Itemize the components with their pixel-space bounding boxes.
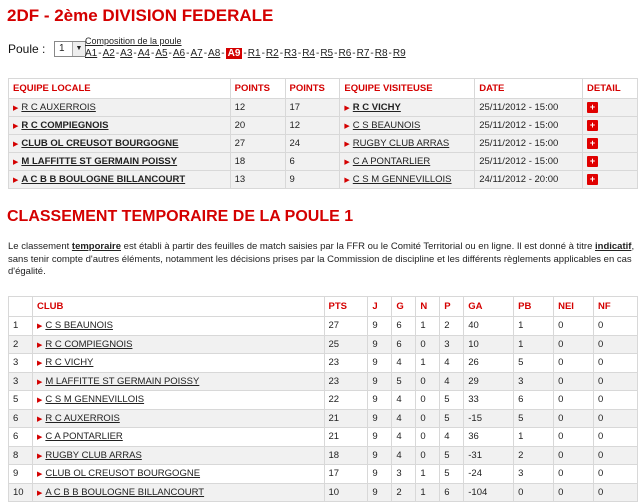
club-link[interactable]: A C B B BOULOGNE BILLANCOURT [45, 486, 205, 498]
cell-n: 0 [416, 446, 440, 465]
link-separator: - [388, 48, 392, 59]
header-pb: PB [514, 297, 554, 317]
cell-nei: 0 [554, 391, 594, 410]
cell-nei: 0 [554, 317, 594, 336]
home-team-link[interactable]: M LAFFITTE ST GERMAIN POISSY [21, 156, 178, 167]
header-ga: GA [464, 297, 514, 317]
away-team-cell [340, 135, 475, 153]
poule-select[interactable] [54, 41, 86, 57]
poule-link-a2[interactable]: A2 [102, 48, 115, 59]
home-points: 13 [230, 171, 285, 189]
standings-row [9, 391, 638, 410]
poule-link-r9[interactable]: R9 [392, 48, 406, 59]
header-home-points: POINTS [230, 79, 285, 99]
arrow-right-icon: ▶ [36, 452, 43, 460]
cell-ga: 33 [464, 391, 514, 410]
cell-p: 5 [440, 409, 464, 428]
header-away-points: POINTS [285, 79, 340, 99]
detail-cell [583, 117, 638, 135]
cell-pts: 27 [324, 317, 368, 336]
away-team-cell [340, 99, 475, 117]
desc-text: Le classement [8, 241, 72, 252]
plus-icon[interactable]: + [587, 138, 598, 149]
cell-pb: 3 [514, 465, 554, 484]
link-separator: - [98, 48, 102, 59]
poule-link-r3[interactable]: R3 [284, 48, 297, 59]
cell-pb: 5 [514, 354, 554, 373]
club-cell [32, 354, 324, 373]
club-link[interactable]: M LAFFITTE ST GERMAIN POISSY [45, 375, 200, 387]
cell-pts: 18 [324, 446, 368, 465]
cell-ga: -31 [464, 446, 514, 465]
header-g: G [392, 297, 416, 317]
poule-link-a6[interactable]: A6 [172, 48, 186, 59]
poule-link-a8[interactable]: A8 [208, 48, 221, 59]
arrow-right-icon: ▶ [344, 123, 350, 130]
cell-j: 9 [368, 465, 392, 484]
home-team-cell [9, 117, 231, 135]
home-points: 12 [230, 99, 285, 117]
header-date: DATE [475, 79, 583, 99]
home-team-cell [9, 99, 231, 117]
away-points: 12 [285, 117, 340, 135]
cell-rank: 3 [9, 372, 33, 391]
chevron-down-icon[interactable]: ▼ [72, 42, 85, 56]
standings-row [9, 483, 638, 502]
poule-link-a7[interactable]: A7 [190, 48, 203, 59]
poule-link-a5[interactable]: A5 [155, 48, 168, 59]
header-club: CLUB [32, 297, 324, 317]
plus-icon[interactable]: + [587, 174, 598, 185]
standings-row [9, 409, 638, 428]
club-cell [32, 391, 324, 410]
cell-nei: 0 [554, 354, 594, 373]
cell-g: 6 [392, 317, 416, 336]
header-n: N [416, 297, 440, 317]
poule-link-r2[interactable]: R2 [265, 48, 279, 59]
detail-cell [583, 135, 638, 153]
standings-row [9, 446, 638, 465]
away-team-link[interactable]: RUGBY CLUB ARRAS [352, 138, 450, 149]
club-cell [32, 428, 324, 447]
arrow-right-icon: ▶ [13, 105, 19, 112]
club-cell [32, 335, 324, 354]
match-row [9, 135, 638, 153]
link-separator: - [115, 48, 120, 59]
cell-pts: 23 [324, 372, 368, 391]
away-team-cell [340, 153, 475, 171]
cell-n: 0 [416, 391, 440, 410]
standings-row [9, 335, 638, 354]
cell-nei: 0 [554, 428, 594, 447]
cell-nei: 0 [554, 465, 594, 484]
poule-link-r5[interactable]: R5 [320, 48, 334, 59]
club-link[interactable]: C S BEAUNOIS [45, 320, 113, 332]
home-team-link[interactable]: R C AUXERROIS [21, 102, 96, 113]
composition-link[interactable]: Composition de la poule [85, 36, 182, 46]
link-separator: - [150, 48, 155, 59]
home-points: 27 [230, 135, 285, 153]
cell-g: 3 [392, 465, 416, 484]
cell-ga: 36 [464, 428, 514, 447]
desc-text: est établi à partir des feuilles de match saisies par la FFR ou le Comité Territorial ou en ligne. Il est donné à titre [121, 241, 596, 252]
cell-nf: 0 [594, 317, 638, 336]
cell-g: 4 [392, 428, 416, 447]
cell-g: 6 [392, 335, 416, 354]
away-points: 9 [285, 171, 340, 189]
home-points: 18 [230, 153, 285, 171]
header-j: J [368, 297, 392, 317]
arrow-right-icon: ▶ [36, 471, 43, 479]
cell-j: 9 [368, 372, 392, 391]
club-link[interactable]: R C COMPIEGNOIS [45, 338, 133, 350]
arrow-right-icon: ▶ [13, 123, 19, 130]
poule-link-r4[interactable]: R4 [302, 48, 315, 59]
home-team-cell [9, 171, 231, 189]
match-date: 24/11/2012 - 20:00 [475, 171, 583, 189]
match-date: 25/11/2012 - 15:00 [475, 99, 583, 117]
club-cell [32, 483, 324, 502]
header-away-team: EQUIPE VISITEUSE [340, 79, 475, 99]
cell-n: 0 [416, 409, 440, 428]
cell-j: 9 [368, 317, 392, 336]
poule-link-r8[interactable]: R8 [374, 48, 388, 59]
cell-n: 1 [416, 354, 440, 373]
cell-p: 2 [440, 317, 464, 336]
arrow-right-icon: ▶ [344, 141, 350, 148]
poule-link-a3[interactable]: A3 [120, 48, 133, 59]
link-separator: - [315, 48, 320, 59]
cell-ga: -15 [464, 409, 514, 428]
cell-rank: 10 [9, 483, 33, 502]
cell-rank: 5 [9, 391, 33, 410]
cell-g: 2 [392, 483, 416, 502]
cell-p: 4 [440, 354, 464, 373]
cell-nf: 0 [594, 428, 638, 447]
cell-p: 5 [440, 391, 464, 410]
cell-ga: 26 [464, 354, 514, 373]
home-team-cell [9, 135, 231, 153]
poule-link-r1[interactable]: R1 [247, 48, 261, 59]
cell-g: 4 [392, 409, 416, 428]
standings-row [9, 372, 638, 391]
home-team-link[interactable]: R C COMPIEGNOIS [21, 120, 109, 131]
away-team-link[interactable]: C S BEAUNOIS [352, 120, 421, 131]
club-link[interactable]: RUGBY CLUB ARRAS [45, 449, 142, 461]
arrow-right-icon: ▶ [344, 159, 350, 166]
cell-j: 9 [368, 428, 392, 447]
link-separator: - [261, 48, 265, 59]
cell-nei: 0 [554, 372, 594, 391]
link-separator: - [352, 48, 356, 59]
poule-link-a4[interactable]: A4 [137, 48, 150, 59]
club-cell [32, 372, 324, 391]
link-separator: - [221, 48, 225, 59]
away-points: 24 [285, 135, 340, 153]
cell-nf: 0 [594, 372, 638, 391]
cell-rank: 8 [9, 446, 33, 465]
cell-pb: 1 [514, 428, 554, 447]
match-date: 25/11/2012 - 15:00 [475, 153, 583, 171]
cell-nf: 0 [594, 465, 638, 484]
cell-rank: 6 [9, 428, 33, 447]
plus-icon[interactable]: + [587, 120, 598, 131]
match-row [9, 171, 638, 189]
classement-title: CLASSEMENT TEMPORAIRE DE LA POULE 1 [7, 208, 354, 225]
cell-ga: 29 [464, 372, 514, 391]
header-nf: NF [594, 297, 638, 317]
cell-n: 1 [416, 317, 440, 336]
cell-nf: 0 [594, 409, 638, 428]
standings-table [8, 296, 638, 502]
cell-g: 4 [392, 391, 416, 410]
cell-nf: 0 [594, 354, 638, 373]
cell-ga: 40 [464, 317, 514, 336]
link-separator: - [203, 48, 208, 59]
classement-description [8, 241, 636, 279]
home-team-link[interactable]: A C B B BOULOGNE BILLANCOURT [21, 174, 186, 185]
matches-header-row [9, 79, 638, 99]
poule-label: Poule : [8, 42, 46, 56]
cell-nei: 0 [554, 483, 594, 502]
arrow-right-icon: ▶ [344, 177, 350, 184]
away-points: 17 [285, 99, 340, 117]
cell-p: 4 [440, 428, 464, 447]
arrow-right-icon: ▶ [36, 378, 43, 386]
poule-select-value: 1 [59, 43, 65, 54]
club-link[interactable]: C A PONTARLIER [45, 431, 123, 443]
cell-j: 9 [368, 409, 392, 428]
arrow-right-icon: ▶ [36, 341, 43, 349]
poule-selector-row [8, 37, 638, 61]
cell-nf: 0 [594, 335, 638, 354]
club-link[interactable]: CLUB OL CREUSOT BOURGOGNE [45, 468, 201, 480]
desc-temporaire-link[interactable]: temporaire [71, 241, 122, 252]
cell-g: 4 [392, 354, 416, 373]
cell-j: 9 [368, 391, 392, 410]
club-link[interactable]: C S M GENNEVILLOIS [45, 394, 145, 406]
cell-pb: 5 [514, 409, 554, 428]
poule-links [85, 48, 406, 59]
cell-n: 0 [416, 428, 440, 447]
club-cell [32, 446, 324, 465]
poule-link-a1[interactable]: A1 [85, 48, 98, 59]
matches-table [8, 78, 638, 189]
cell-pts: 21 [324, 428, 368, 447]
cell-pts: 21 [324, 409, 368, 428]
cell-j: 9 [368, 446, 392, 465]
cell-pts: 22 [324, 391, 368, 410]
cell-nf: 0 [594, 391, 638, 410]
detail-cell [583, 171, 638, 189]
cell-rank: 1 [9, 317, 33, 336]
standings-row [9, 428, 638, 447]
cell-rank: 2 [9, 335, 33, 354]
club-link[interactable]: R C VICHY [45, 357, 94, 369]
cell-nei: 0 [554, 335, 594, 354]
arrow-right-icon: ▶ [344, 105, 350, 112]
link-separator: - [133, 48, 137, 59]
cell-pb: 6 [514, 391, 554, 410]
poule-link-r7[interactable]: R7 [356, 48, 370, 59]
cell-j: 9 [368, 483, 392, 502]
match-row [9, 153, 638, 171]
standings-row [9, 465, 638, 484]
poule-link-a9[interactable]: A9 [227, 48, 241, 59]
home-team-link[interactable]: CLUB OL CREUSOT BOURGOGNE [21, 138, 179, 149]
detail-cell [583, 153, 638, 171]
home-team-cell [9, 153, 231, 171]
header-p: P [440, 297, 464, 317]
desc-indicatif-link[interactable]: indicatif [595, 241, 632, 252]
club-cell [32, 409, 324, 428]
plus-icon[interactable]: + [587, 102, 598, 113]
link-separator: - [370, 48, 374, 59]
cell-j: 9 [368, 354, 392, 373]
cell-ga: -24 [464, 465, 514, 484]
arrow-right-icon: ▶ [36, 434, 43, 442]
link-separator: - [243, 48, 247, 59]
cell-pb: 3 [514, 372, 554, 391]
match-row [9, 99, 638, 117]
arrow-right-icon: ▶ [36, 489, 43, 497]
cell-pts: 17 [324, 465, 368, 484]
plus-icon[interactable]: + [587, 156, 598, 167]
cell-pb: 0 [514, 483, 554, 502]
arrow-right-icon: ▶ [13, 141, 19, 148]
match-date: 25/11/2012 - 15:00 [475, 135, 583, 153]
away-team-cell [340, 117, 475, 135]
cell-ga: 10 [464, 335, 514, 354]
away-team-link[interactable]: C S M GENNEVILLOIS [352, 174, 452, 185]
away-points: 6 [285, 153, 340, 171]
arrow-right-icon: ▶ [13, 177, 19, 184]
standings-header-row [9, 297, 638, 317]
cell-p: 5 [440, 465, 464, 484]
cell-rank: 3 [9, 354, 33, 373]
cell-j: 9 [368, 335, 392, 354]
cell-g: 4 [392, 446, 416, 465]
match-date: 25/11/2012 - 15:00 [475, 117, 583, 135]
cell-p: 3 [440, 335, 464, 354]
cell-g: 5 [392, 372, 416, 391]
cell-n: 1 [416, 483, 440, 502]
arrow-right-icon: ▶ [36, 360, 43, 368]
cell-pb: 1 [514, 335, 554, 354]
cell-nei: 0 [554, 446, 594, 465]
cell-ga: -104 [464, 483, 514, 502]
link-separator: - [168, 48, 172, 59]
poule-link-r6[interactable]: R6 [338, 48, 352, 59]
standings-row [9, 317, 638, 336]
club-cell [32, 317, 324, 336]
away-team-cell [340, 171, 475, 189]
cell-rank: 9 [9, 465, 33, 484]
cell-p: 6 [440, 483, 464, 502]
cell-pts: 23 [324, 354, 368, 373]
cell-rank: 6 [9, 409, 33, 428]
detail-cell [583, 99, 638, 117]
cell-n: 0 [416, 372, 440, 391]
arrow-right-icon: ▶ [36, 415, 43, 423]
arrow-right-icon: ▶ [36, 397, 43, 405]
desc-text: , sans tenir compte d'autres éléments, notamment les décisions prises par la Commission de discipline et les différents règlements applicables en cas d'égalité. [8, 241, 635, 277]
cell-n: 1 [416, 465, 440, 484]
cell-p: 5 [440, 446, 464, 465]
header-nei: NEI [554, 297, 594, 317]
link-separator: - [297, 48, 302, 59]
club-cell [32, 465, 324, 484]
away-team-link[interactable]: C A PONTARLIER [352, 156, 431, 167]
header-pts: PTS [324, 297, 368, 317]
link-separator: - [186, 48, 190, 59]
match-row [9, 117, 638, 135]
cell-pb: 2 [514, 446, 554, 465]
cell-pb: 1 [514, 317, 554, 336]
page-title: 2DF - 2ème DIVISION FEDERALE [7, 6, 274, 25]
standings-row [9, 354, 638, 373]
away-team-link[interactable]: R C VICHY [352, 102, 401, 113]
link-separator: - [334, 48, 338, 59]
link-separator: - [279, 48, 284, 59]
home-points: 20 [230, 117, 285, 135]
cell-pts: 10 [324, 483, 368, 502]
arrow-right-icon: ▶ [13, 159, 19, 166]
cell-pts: 25 [324, 335, 368, 354]
cell-nei: 0 [554, 409, 594, 428]
cell-nf: 0 [594, 483, 638, 502]
header-home-team: EQUIPE LOCALE [9, 79, 231, 99]
cell-p: 4 [440, 372, 464, 391]
header-detail: DETAIL [583, 79, 638, 99]
arrow-right-icon: ▶ [36, 323, 43, 331]
header-rank [9, 297, 33, 317]
cell-n: 0 [416, 335, 440, 354]
cell-nf: 0 [594, 446, 638, 465]
club-link[interactable]: R C AUXERROIS [45, 412, 120, 424]
